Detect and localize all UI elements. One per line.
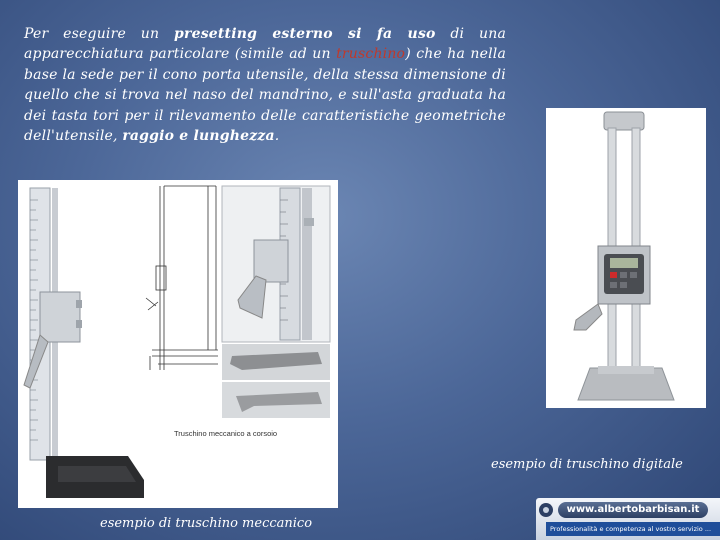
para-text-1: Per eseguire un (24, 26, 175, 42)
website-tagline: Professionalità e competenza al vostro servizio ... (546, 522, 720, 536)
mechanical-gauge-drawing (18, 180, 338, 508)
inner-figure-label: Truschino meccanico a corsoio (174, 429, 278, 438)
digital-gauge-image (546, 108, 706, 408)
body-paragraph (24, 24, 506, 146)
digital-caption: esempio di truschino digitale (491, 457, 683, 472)
website-banner[interactable] (536, 498, 720, 540)
site-logo-icon (538, 501, 554, 519)
para-bold-1: presetting esterno si fa uso (174, 26, 436, 42)
keyword-truschino: truschino (336, 46, 406, 63)
mechanical-gauge-image (18, 180, 338, 508)
para-bold-2: raggio e lunghezza (122, 128, 275, 145)
mechanical-caption: esempio di truschino meccanico (100, 516, 313, 531)
digital-gauge-drawing (546, 108, 706, 408)
para-text-3: ) che ha nella base la sede per il cono porta utensile, della stessa dimensione di quello che si trova nel naso del mandrino, e sull'asta graduata ha dei tasta tori per il rilevamento delle caratteristiche geometriche dell'utensile, (24, 46, 506, 145)
para-text-4: . (274, 128, 280, 145)
para-text-2: di una apparecchiatura particolare (simile ad un (24, 26, 506, 63)
website-url[interactable]: www.albertobarbisan.it (558, 502, 708, 518)
